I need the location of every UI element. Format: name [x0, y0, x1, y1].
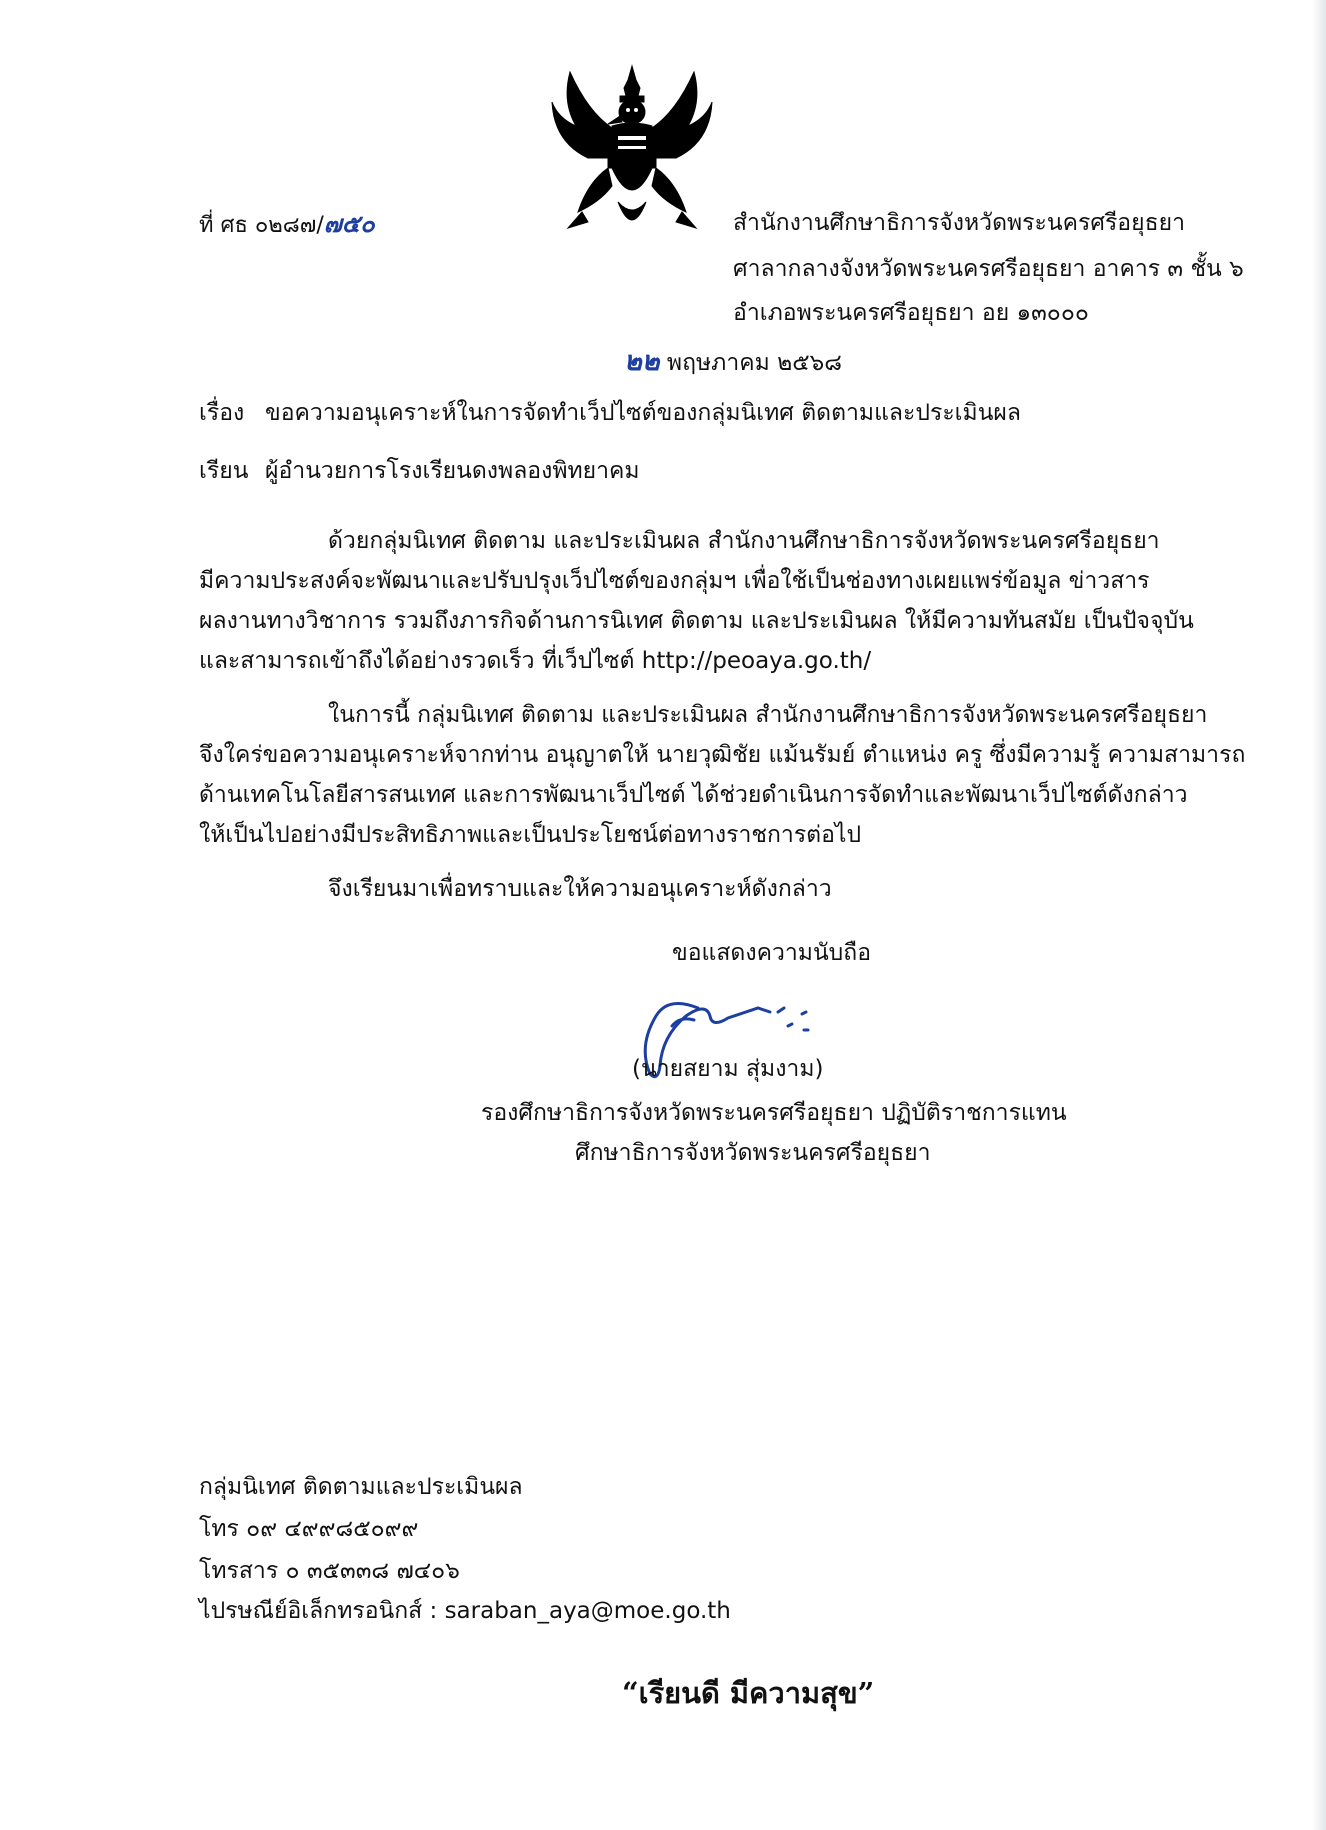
paragraph1-line-3: ผลงานทางวิชาการ รวมถึงภารกิจด้านการนิเทศ ติดตาม และประเมินผล ให้มีความทันสมัย เป็นปัจจุบัน [199, 608, 1194, 634]
footer-fax: โทรสาร ๐ ๓๕๓๓๘ ๗๔๐๖ [199, 1558, 460, 1584]
paragraph1-line-1: ด้วยกลุ่มนิเทศ ติดตาม และประเมินผล สำนักงานศึกษาธิการจังหวัดพระนครศรีอยุธยา [328, 528, 1160, 554]
closing-request: จึงเรียนมาเพื่อทราบและให้ความอนุเคราะห์ดังกล่าว [328, 876, 832, 902]
paragraph2-line-2: จึงใคร่ขอความอนุเคราะห์จากท่าน อนุญาตให้ นายวุฒิชัย แม้นรัมย์ ตำแหน่ง ครู ซึ่งมีความรู้ ความสามารถ [199, 742, 1246, 768]
footer-department: กลุ่มนิเทศ ติดตามและประเมินผล [199, 1474, 523, 1500]
date-month-year: พฤษภาคม ๒๕๖๘ [666, 350, 843, 376]
sender-address-line-1: สำนักงานศึกษาธิการจังหวัดพระนครศรีอยุธยา [733, 210, 1186, 236]
sender-address-line-2: ศาลากลางจังหวัดพระนครศรีอยุธยา อาคาร ๓ ชั้น ๖ [733, 256, 1244, 282]
signer-title-1: รองศึกษาธิการจังหวัดพระนครศรีอยุธยา ปฏิบัติราชการแทน [481, 1100, 1067, 1126]
date-day-handwritten: ๒๒ [624, 346, 660, 377]
garuda-emblem-icon [548, 62, 716, 238]
sender-address-line-3: อำเภอพระนครศรีอยุธยา อย ๑๓๐๐๐ [733, 300, 1089, 326]
paragraph1-line-4: และสามารถเข้าถึงได้อย่างรวดเร็ว ที่เว็ปไซต์ http://peoaya.go.th/ [199, 648, 872, 674]
paragraph2-line-4: ให้เป็นไปอย่างมีประสิทธิภาพและเป็นประโยชน์ต่อทางราชการต่อไป [199, 822, 862, 848]
footer-phone: โทร ๐๙ ๔๙๙๘๕๐๙๙ [199, 1516, 419, 1542]
paragraph2-line-3: ด้านเทคโนโลยีสารสนเทศ และการพัฒนาเว็ปไซต์ ได้ช่วยดำเนินการจัดทำและพัฒนาเว็ปไซต์ดังกล่าว [199, 782, 1188, 808]
signer-title-2: ศึกษาธิการจังหวัดพระนครศรีอยุธยา [575, 1140, 931, 1166]
paragraph1-line-2: มีความประสงค์จะพัฒนาและปรับปรุงเว็ปไซต์ของกลุ่มฯ เพื่อใช้เป็นช่องทางเผยแพร่ข้อมูล ข่าวสาร [199, 568, 1150, 594]
complimentary-close: ขอแสดงความนับถือ [672, 940, 872, 966]
page-edge-shadow [1312, 0, 1326, 1830]
footer-slogan: “เรียนดี มีความสุข” [622, 1676, 875, 1710]
reference-number [199, 210, 375, 239]
footer-email: ไปรษณีย์อิเล็กทรอนิกส์ : saraban_aya@moe.go.th [199, 1598, 731, 1624]
reference-handwritten: ๗๕๐ [323, 210, 375, 238]
letter-date [624, 346, 842, 378]
paragraph2-line-1: ในการนี้ กลุ่มนิเทศ ติดตาม และประเมินผล สำนักงานศึกษาธิการจังหวัดพระนครศรีอยุธยา [328, 702, 1208, 728]
reference-prefix: ที่ ศธ ๐๒๘๗/ [199, 213, 324, 238]
signer-name: (นายสยาม สุ่มงาม) [632, 1056, 824, 1082]
to-label: เรียน [199, 458, 249, 484]
subject-label: เรื่อง [199, 400, 245, 426]
to-text: ผู้อำนวยการโรงเรียนดงพลองพิทยาคม [265, 458, 640, 484]
subject-text: ขอความอนุเคราะห์ในการจัดทำเว็ปไซต์ของกลุ่มนิเทศ ติดตามและประเมินผล [265, 400, 1021, 426]
